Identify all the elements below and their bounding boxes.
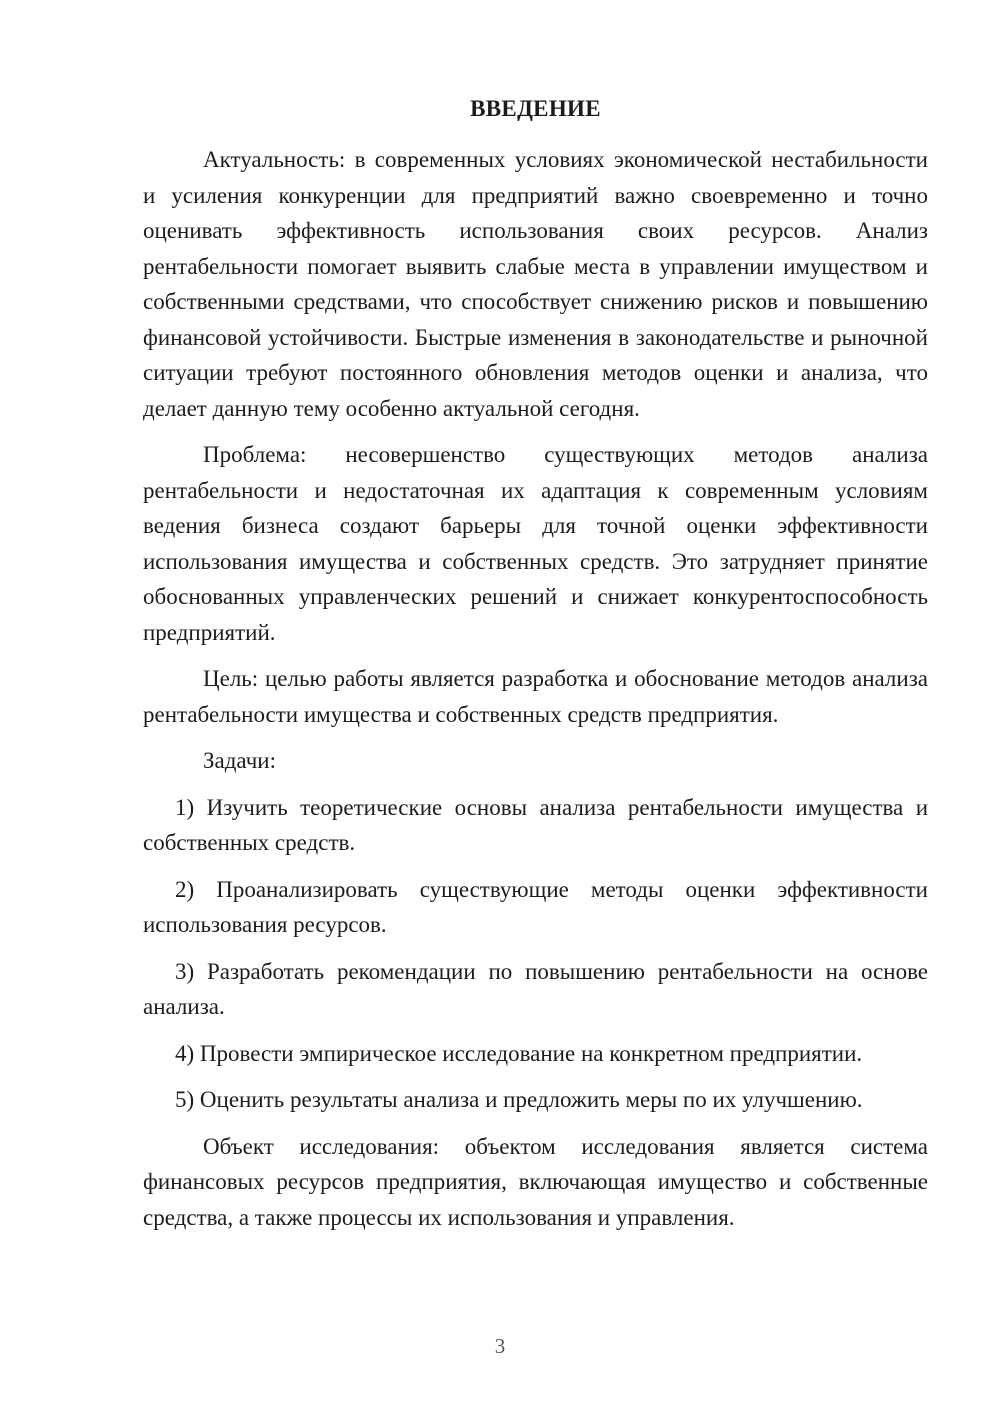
problem-paragraph: Проблема: несовершенство существующих методов анализа рентабельности и недостаточная их адаптация к современным условиям ведения бизнеса создают барьеры для точной оценки эффективности использования имущества и собственных средств. Это затрудняет принятие обоснованных управленческих решений и снижает конкурентоспособность предприятий. [143,442,928,645]
page-title: ВВЕДЕНИЕ [470,96,601,121]
task-item: 5) Оценить результаты анализа и предложить меры по их улучшению. [175,1087,863,1112]
object-paragraph: Объект исследования: объектом исследования является система финансовых ресурсов предприятия, включающая имущество и собственные средства, а также процессы их использования и управления. [143,1133,928,1230]
document-body [143,142,928,1246]
task-item: 4) Провести эмпирическое исследование на конкретном предприятии. [175,1040,863,1066]
relevance-paragraph: Актуальность: в современных условиях экономической нестабильности и усиления конкуренции для предприятий важно своевременно и точно оценивать эффективность использования своих ресурсов. Анализ рентабельности помогает выявить слабые места в управлении имуществом и собственными средствами, что способствует снижению рисков и повышению финансовой устойчивости. Быстрые изменения в законодательстве и рыночной ситуации требуют постоянного обновления методов оценки и анализа, что делает данную тему особенно актуальной сегодня. [143,147,928,421]
task-item: 3) Разработать рекомендации по повышению рентабельности на основе анализа. [143,958,928,1019]
tasks-heading: Задачи: [203,748,276,773]
task-item: 2) Проанализировать существующие методы оценки эффективности использования ресурсов. [143,876,928,937]
goal-paragraph: Цель: целью работы является разработка и обоснование методов анализа рентабельности имущества и собственных средств предприятия. [143,666,928,727]
page-number: 3 [494,1334,506,1358]
task-item: 1) Изучить теоретические основы анализа рентабельности имущества и собственных средств. [143,794,928,855]
